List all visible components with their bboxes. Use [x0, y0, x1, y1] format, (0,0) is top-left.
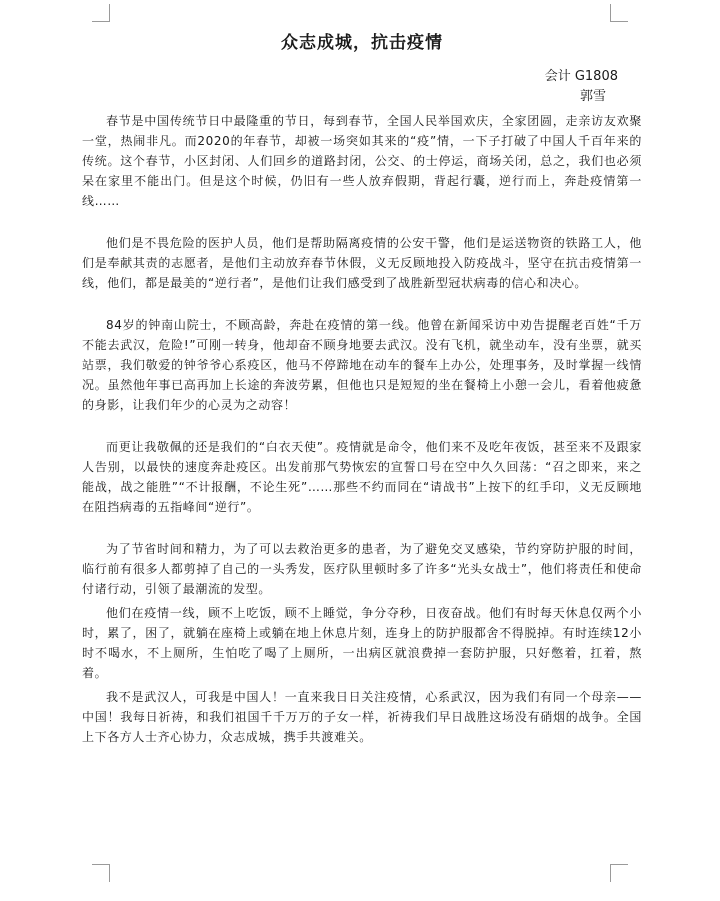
paragraph-7: 我不是武汉人，可我是中国人！一直来我日日关注疫情，心系武汉，因为我们有同一个母亲——中国！我每日祈祷，和我们祖国千千万万的子女一样，祈祷我们早日战胜这场没有硝烟的战争。全国上下各方人士齐心协力，众志成城，携手共渡难关。 [82, 690, 642, 744]
author-block [82, 67, 642, 107]
author-name: 郭雪 [579, 89, 606, 104]
document-title: 众志成城，抗击疫情 [281, 33, 443, 53]
paragraph-6: 他们在疫情一线，顾不上吃饭，顾不上睡觉，争分夺秒，日夜奋战。他们有时每天休息仅两个小时，累了，困了，就躺在座椅上或躺在地上休息片刻，连身上的防护服都舍不得脱掉。有时连续12小时不喝水，不上厕所，生怕吃了喝了上厕所，一出病区就浪费掉一套防护服，只好憋着，扛着，熬着。 [82, 606, 642, 680]
paragraph-4: 而更让我敬佩的还是我们的“白衣天使”。疫情就是命令，他们来不及吃年夜饭，甚至来不及跟家人告别，以最快的速度奔赴疫区。出发前那气势恢宏的宣誓口号在空中久久回荡：“召之即来，来之能战，战之能胜”“不计报酬，不论生死”……那些不约而同在“请战书”上按下的红手印，义无反顾地在阻挡病毒的五指峰间“逆行”。 [82, 440, 642, 514]
paragraph-3: 84岁的钟南山院士，不顾高龄，奔赴在疫情的第一线。他曾在新闻采访中劝告提醒老百姓“千万不能去武汉，危险!”可刚一转身，他却奋不顾身地要去武汉。没有飞机，就坐动车，没有坐票，就买站票，我们敬爱的钟爷爷心系疫区，他马不停蹄地在动车的餐车上办公，处理事务，及时掌握一线情况。虽然他年事已高再加上长途的奔波劳累，但他也只是短短的坐在餐椅上小憩一会儿，看着他疲惫的身影，让我们年少的心灵为之动容！ [82, 318, 642, 412]
paragraph-5: 为了节省时间和精力，为了可以去救治更多的患者，为了避免交叉感染，节约穿防护服的时间，临行前有很多人都剪掉了自己的一头秀发，医疗队里顿时多了许多“光头女战士”，他们将责任和使命付诸行动，引领了最潮流的发型。 [82, 542, 642, 596]
paragraph-1: 春节是中国传统节日中最隆重的节日，每到春节，全国人民举国欢庆，全家团圆，走亲访友欢聚一堂，热闹非凡。而2020的年春节，却被一场突如其来的“疫”情，一下子打破了中国人千百年来的传统。这个春节，小区封闭、人们回乡的道路封闭，公交、的士停运，商场关闭，总之，我们也必须呆在家里不能出门。但是这个时候，仍旧有一些人放弃假期，背起行囊，逆行而上，奔赴疫情第一线…… [82, 114, 642, 208]
document-body [82, 28, 642, 747]
paragraph-2: 他们是不畏危险的医护人员，他们是帮助隔离疫情的公安干警，他们是运送物资的铁路工人，他们是奉献其责的志愿者，是他们主动放弃春节休假，义无反顾地投入防疫战斗，坚守在抗击疫情第一线，他们，都是最美的“逆行者”，是他们让我们感受到了战胜新型冠状病毒的信心和决心。 [82, 236, 642, 290]
class-label: 会计 G1808 [544, 69, 618, 84]
